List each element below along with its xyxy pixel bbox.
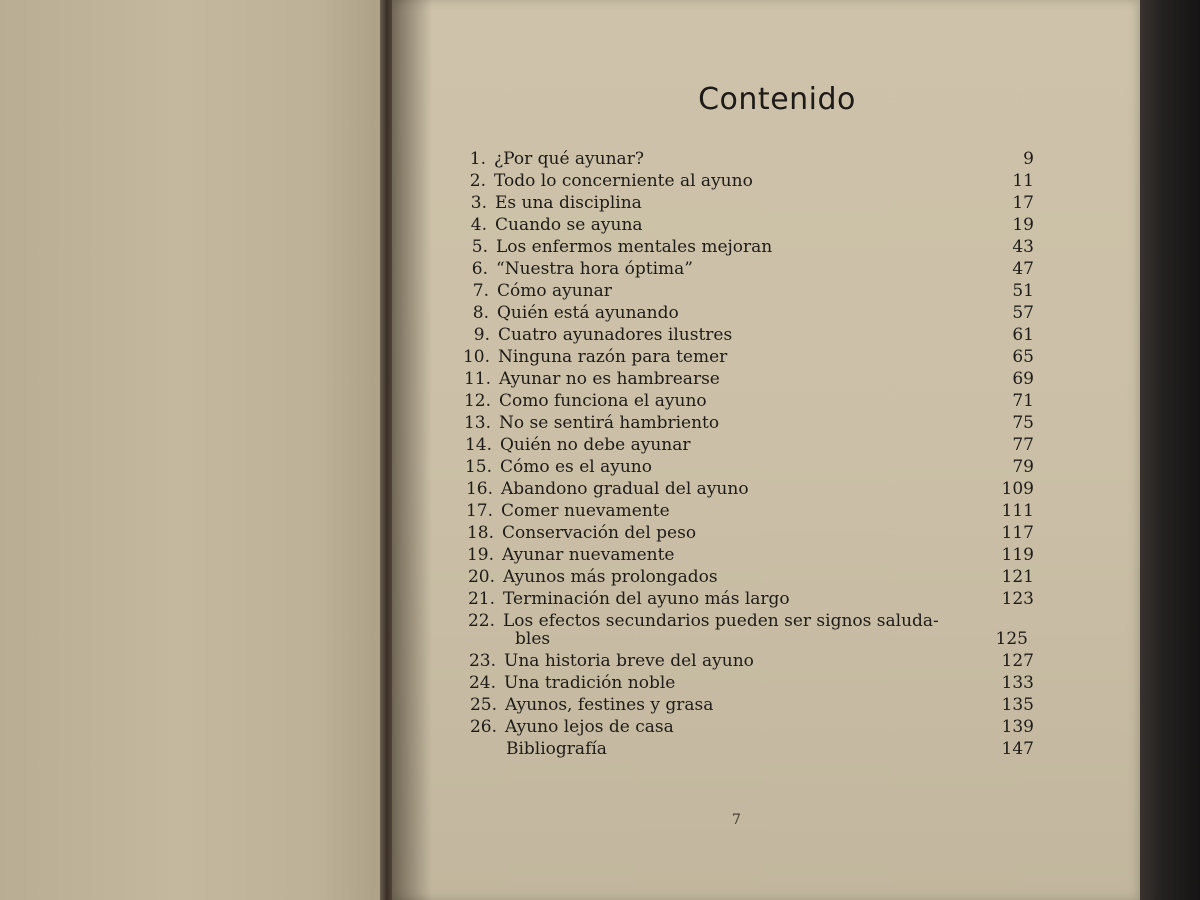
toc-entry-page: 135 xyxy=(1001,695,1034,715)
toc-entry-label: Cuatro ayunadores ilustres xyxy=(498,325,733,345)
toc-entry xyxy=(453,214,1042,236)
toc-entry-label: Cómo ayunar xyxy=(497,281,612,301)
toc-entry-page: 47 xyxy=(1012,259,1034,279)
toc-entry xyxy=(454,258,1042,280)
toc-entry-label: Ayuno lejos de casa xyxy=(505,717,674,737)
toc-entry-label: Quién no debe ayunar xyxy=(500,435,691,455)
toc-entry-number: 6. xyxy=(471,259,488,279)
toc-entry-page: 43 xyxy=(1012,237,1034,257)
toc-entry xyxy=(461,588,1042,610)
toc-entry-number: 11. xyxy=(463,369,491,389)
toc-entry-number: 8. xyxy=(472,303,489,323)
toc-entry-number: 22. xyxy=(467,611,495,631)
toc-entry-number: 24. xyxy=(468,673,496,693)
toc-entry-number: 7. xyxy=(472,281,489,301)
toc-entry-number: 16. xyxy=(465,479,493,499)
spine-shadow xyxy=(392,0,432,900)
toc-entry xyxy=(457,412,1042,434)
toc-entry-label: Terminación del ayuno más largo xyxy=(503,589,790,609)
table-of-contents xyxy=(452,148,1042,760)
toc-entry-page: 125 xyxy=(995,629,1028,649)
page-title: Contenido xyxy=(698,82,856,117)
toc-entry-number: 20. xyxy=(467,567,495,587)
toc-entry-number: 10. xyxy=(462,347,490,367)
toc-entry-page: 57 xyxy=(1012,303,1034,323)
toc-entry-label: Los enfermos mentales mejoran xyxy=(496,237,773,257)
toc-entry-number: 23. xyxy=(468,651,496,671)
toc-entry-label: ¿Por qué ayunar? xyxy=(494,149,644,169)
toc-entry-number: 1. xyxy=(469,149,486,169)
toc-entry xyxy=(455,302,1042,324)
toc-entry xyxy=(461,566,1042,588)
toc-entry-label: Cómo es el ayuno xyxy=(500,457,652,477)
toc-entry-number: 5. xyxy=(471,237,488,257)
toc-entry-number: 9. xyxy=(473,325,490,345)
toc-entry-page: 147 xyxy=(1001,739,1034,759)
toc-entry-page: 9 xyxy=(1023,149,1034,169)
toc-entry-page: 19 xyxy=(1012,215,1034,235)
toc-entry-number: 18. xyxy=(466,523,494,543)
toc-entry-page: 69 xyxy=(1012,369,1034,389)
toc-entry-number: 15. xyxy=(464,457,492,477)
toc-entry-label: Quién está ayunando xyxy=(497,303,679,323)
toc-entry-label: Conservación del peso xyxy=(502,523,697,543)
toc-entry-label: Una tradición noble xyxy=(504,673,676,693)
toc-entry-label: Ayunos, festines y grasa xyxy=(505,695,714,715)
toc-entry-number: 4. xyxy=(470,215,487,235)
toc-entry-label: Los efectos secundarios pueden ser signos saluda- xyxy=(503,611,939,631)
toc-entry xyxy=(459,478,1042,500)
toc-entry xyxy=(458,434,1042,456)
toc-entry-label: Cuando se ayuna xyxy=(495,215,643,235)
toc-entry xyxy=(463,716,1042,738)
toc-entry-page: 71 xyxy=(1012,391,1034,411)
background-edge xyxy=(1140,0,1200,900)
toc-entry-number: 17. xyxy=(465,501,493,521)
toc-entry-number: 25. xyxy=(469,695,497,715)
toc-entry-label: Bibliografía xyxy=(506,739,607,759)
toc-entry xyxy=(459,500,1042,522)
toc-entry-label-continuation: bles xyxy=(515,629,551,649)
toc-entry-page: 79 xyxy=(1012,457,1034,477)
toc-entry-page: 77 xyxy=(1012,435,1034,455)
toc-entry-label: Ayunar nuevamente xyxy=(502,545,675,565)
toc-entry-page: 139 xyxy=(1001,717,1034,737)
toc-entry-number: 21. xyxy=(467,589,495,609)
toc-entry xyxy=(462,672,1042,694)
toc-entry xyxy=(460,544,1042,566)
toc-entry xyxy=(461,610,1042,650)
toc-entry-page: 121 xyxy=(1001,567,1034,587)
toc-entry-page: 65 xyxy=(1012,347,1034,367)
toc-entry-label: Ayunar no es hambrearse xyxy=(499,369,720,389)
toc-entry-label: Ninguna razón para temer xyxy=(498,347,728,367)
toc-entry-label: Ayunos más prolongados xyxy=(503,567,718,587)
toc-entry xyxy=(452,170,1042,192)
toc-entry xyxy=(460,522,1042,544)
toc-entry-label: Una historia breve del ayuno xyxy=(504,651,754,671)
toc-entry xyxy=(462,650,1042,672)
toc-entry-page: 119 xyxy=(1001,545,1034,565)
toc-entry-page: 133 xyxy=(1001,673,1034,693)
toc-entry-number: 14. xyxy=(464,435,492,455)
toc-entry-page: 17 xyxy=(1012,193,1034,213)
toc-entry-page: 127 xyxy=(1001,651,1034,671)
toc-entry-number: 3. xyxy=(470,193,487,213)
page-number: 7 xyxy=(732,812,741,828)
toc-entry-page: 11 xyxy=(1012,171,1034,191)
toc-entry-number: 19. xyxy=(466,545,494,565)
toc-entry xyxy=(453,192,1042,214)
toc-entry xyxy=(457,368,1042,390)
left-page xyxy=(0,0,398,900)
toc-entry-page: 123 xyxy=(1001,589,1034,609)
toc-entry-number: 12. xyxy=(463,391,491,411)
toc-entry xyxy=(455,280,1042,302)
toc-entry-label: Abandono gradual del ayuno xyxy=(501,479,749,499)
toc-entry-label: Es una disciplina xyxy=(495,193,642,213)
toc-entry-page: 117 xyxy=(1001,523,1034,543)
toc-entry xyxy=(456,324,1042,346)
toc-entry-page: 109 xyxy=(1001,479,1034,499)
toc-entry xyxy=(454,236,1042,258)
toc-entry xyxy=(464,738,1042,760)
toc-entry-page: 51 xyxy=(1012,281,1034,301)
toc-entry xyxy=(456,346,1042,368)
toc-entry xyxy=(458,456,1042,478)
right-page xyxy=(392,0,1144,900)
toc-entry xyxy=(452,148,1042,170)
toc-entry-label: “Nuestra hora óptima” xyxy=(496,259,693,279)
toc-entry-label: Todo lo concerniente al ayuno xyxy=(494,171,753,191)
toc-entry-page: 61 xyxy=(1012,325,1034,345)
toc-entry-number: 26. xyxy=(469,717,497,737)
toc-entry-page: 111 xyxy=(1001,501,1034,521)
toc-entry-label: Como funciona el ayuno xyxy=(499,391,707,411)
toc-entry-number: 2. xyxy=(469,171,486,191)
toc-entry-label: Comer nuevamente xyxy=(501,501,670,521)
toc-entry-page: 75 xyxy=(1012,413,1034,433)
toc-entry xyxy=(457,390,1042,412)
toc-entry-label: No se sentirá hambriento xyxy=(499,413,720,433)
toc-entry xyxy=(463,694,1042,716)
toc-entry-number: 13. xyxy=(463,413,491,433)
